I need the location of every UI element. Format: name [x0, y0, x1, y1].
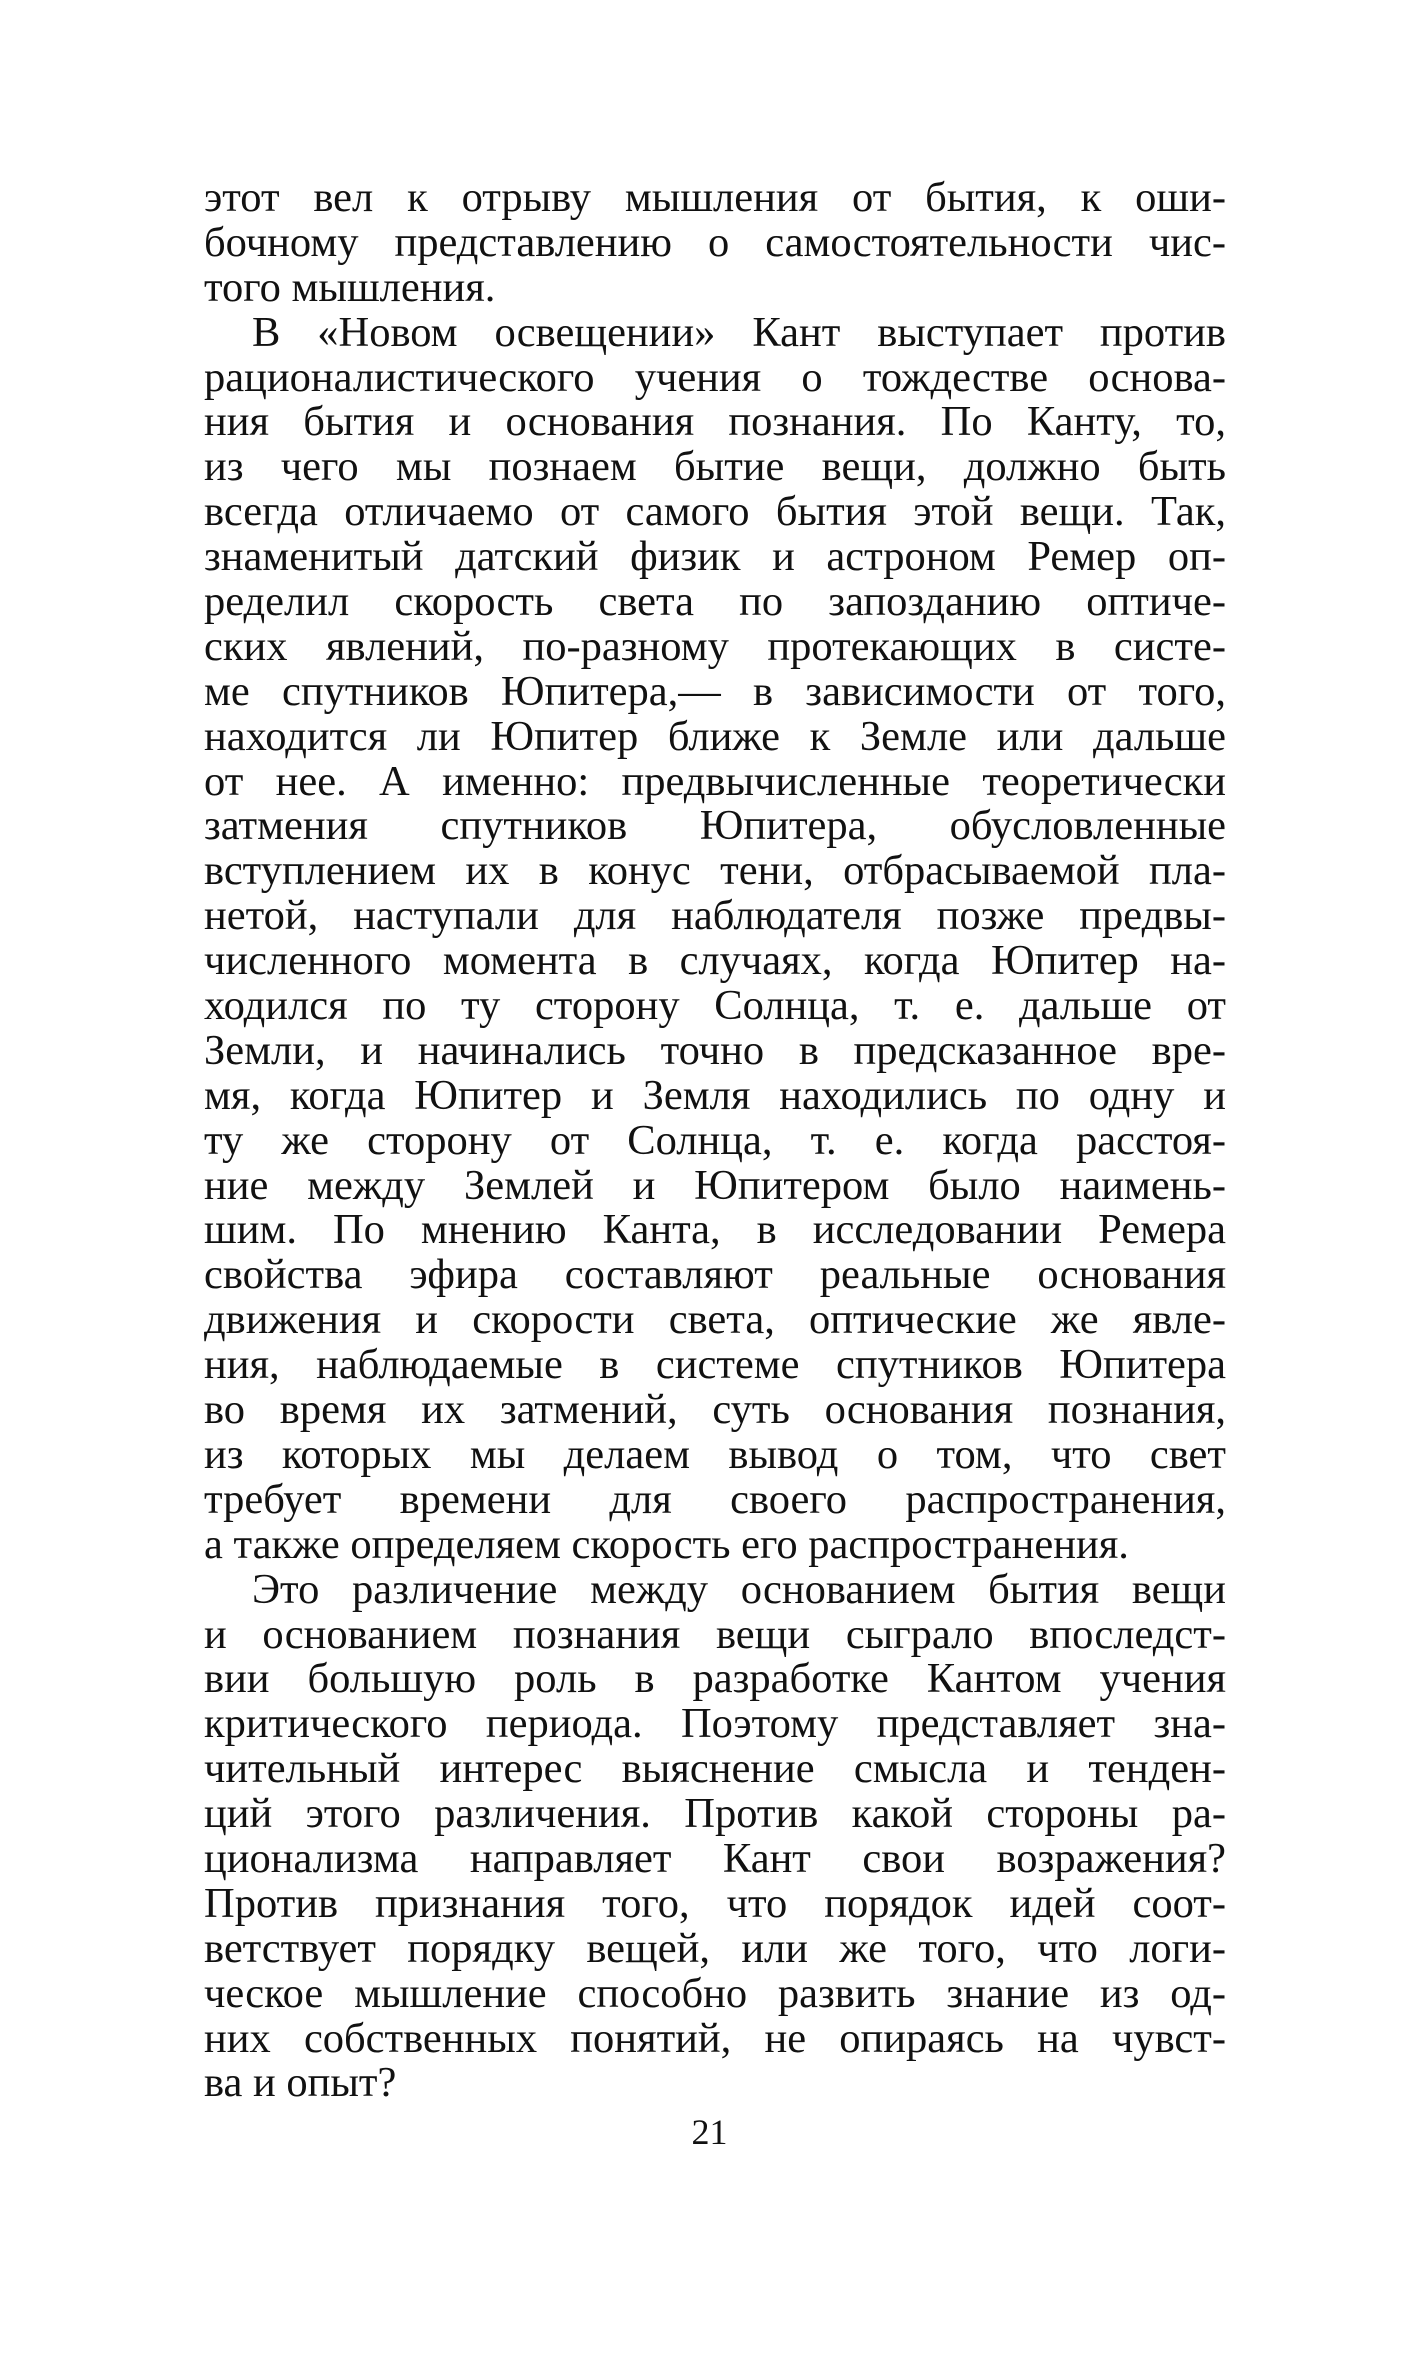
text-line: вступлением их в конус тени, отбрасываемой пла- — [204, 847, 1226, 895]
text-line: движения и скорости света, оптические же явле- — [204, 1296, 1226, 1344]
text-line: ния, наблюдаемые в системе спутников Юпитера — [204, 1341, 1226, 1389]
text-line: и основанием познания вещи сыграло впоследст- — [204, 1610, 1226, 1658]
paragraph — [204, 1565, 1226, 2107]
text-line: ских явлений, по-разному протекающих в систе- — [204, 622, 1226, 670]
text-line: всегда отличаемо от самого бытия этой вещи. Так, — [204, 488, 1226, 536]
text-line: того мышления. — [204, 263, 496, 311]
text-line: рационалистического учения о тождестве основа- — [204, 353, 1226, 401]
text-line: этот вел к отрыву мышления от бытия, к оши- — [204, 174, 1226, 221]
text-line: Земли, и начинались точно в предсказанное вре- — [204, 1026, 1226, 1074]
text-line: из чего мы познаем бытие вещи, должно быть — [204, 443, 1226, 491]
page-number: 21 — [691, 2112, 728, 2152]
text-line: Это различение между основанием бытия вещи — [252, 1565, 1226, 1613]
text-line: а также определяем скорость его распространения. — [204, 1520, 1129, 1568]
text-line: вии большую роль в разработке Кантом учения — [204, 1655, 1226, 1703]
text-line: ту же сторону от Солнца, т. е. когда расстоя- — [204, 1116, 1226, 1164]
body-text — [204, 176, 1226, 2106]
text-line: мя, когда Юпитер и Земля находились по одну и — [204, 1071, 1226, 1119]
text-line: ределил скорость света по запозданию оптиче- — [204, 578, 1226, 626]
text-line: чительный интерес выяснение смысла и тенден- — [204, 1745, 1226, 1793]
paragraph — [204, 176, 1226, 311]
text-line: ветствует порядку вещей, или же того, что логи- — [204, 1924, 1226, 1972]
text-line: ходился по ту сторону Солнца, т. е. дальше от — [204, 982, 1226, 1030]
paragraph — [204, 308, 1226, 1568]
text-line: свойства эфира составляют реальные основания — [204, 1251, 1226, 1299]
text-line: ций этого различения. Против какой стороны ра- — [204, 1790, 1226, 1838]
text-line: ние между Землей и Юпитером было наимень- — [204, 1161, 1226, 1209]
text-line: от нее. А именно: предвычисленные теоретически — [204, 757, 1226, 805]
text-line: бочному представлению о самостоятельности чис- — [204, 218, 1226, 266]
text-line: ме спутников Юпитера,— в зависимости от того, — [204, 667, 1226, 715]
text-line: знаменитый датский физик и астроном Ремер оп- — [204, 533, 1226, 581]
text-line: ния бытия и основания познания. По Канту, то, — [204, 398, 1226, 446]
text-line: во время их затмений, суть основания познания, — [204, 1386, 1226, 1434]
text-line: ва и опыт? — [204, 2059, 397, 2107]
text-line: затмения спутников Юпитера, обусловленные — [204, 802, 1226, 850]
text-line: шим. По мнению Канта, в исследовании Ремера — [204, 1206, 1226, 1254]
text-line: находится ли Юпитер ближе к Земле или дальше — [204, 712, 1226, 760]
text-line: них собственных понятий, не опираясь на чувст- — [204, 2014, 1226, 2062]
text-line: ческое мышление способно развить знание из од- — [204, 1969, 1226, 2017]
text-line: В «Новом освещении» Кант выступает против — [252, 308, 1226, 356]
text-line: требует времени для своего распространения, — [204, 1475, 1226, 1523]
text-line: нетой, наступали для наблюдателя позже предвы- — [204, 892, 1226, 940]
text-line: из которых мы делаем вывод о том, что свет — [204, 1430, 1226, 1478]
text-line: критического периода. Поэтому представляет зна- — [204, 1700, 1226, 1748]
text-line: численного момента в случаях, когда Юпитер на- — [204, 937, 1226, 985]
text-line: Против признания того, что порядок идей соот- — [204, 1879, 1226, 1927]
text-line: ционализма направляет Кант свои возражения? — [204, 1834, 1226, 1882]
